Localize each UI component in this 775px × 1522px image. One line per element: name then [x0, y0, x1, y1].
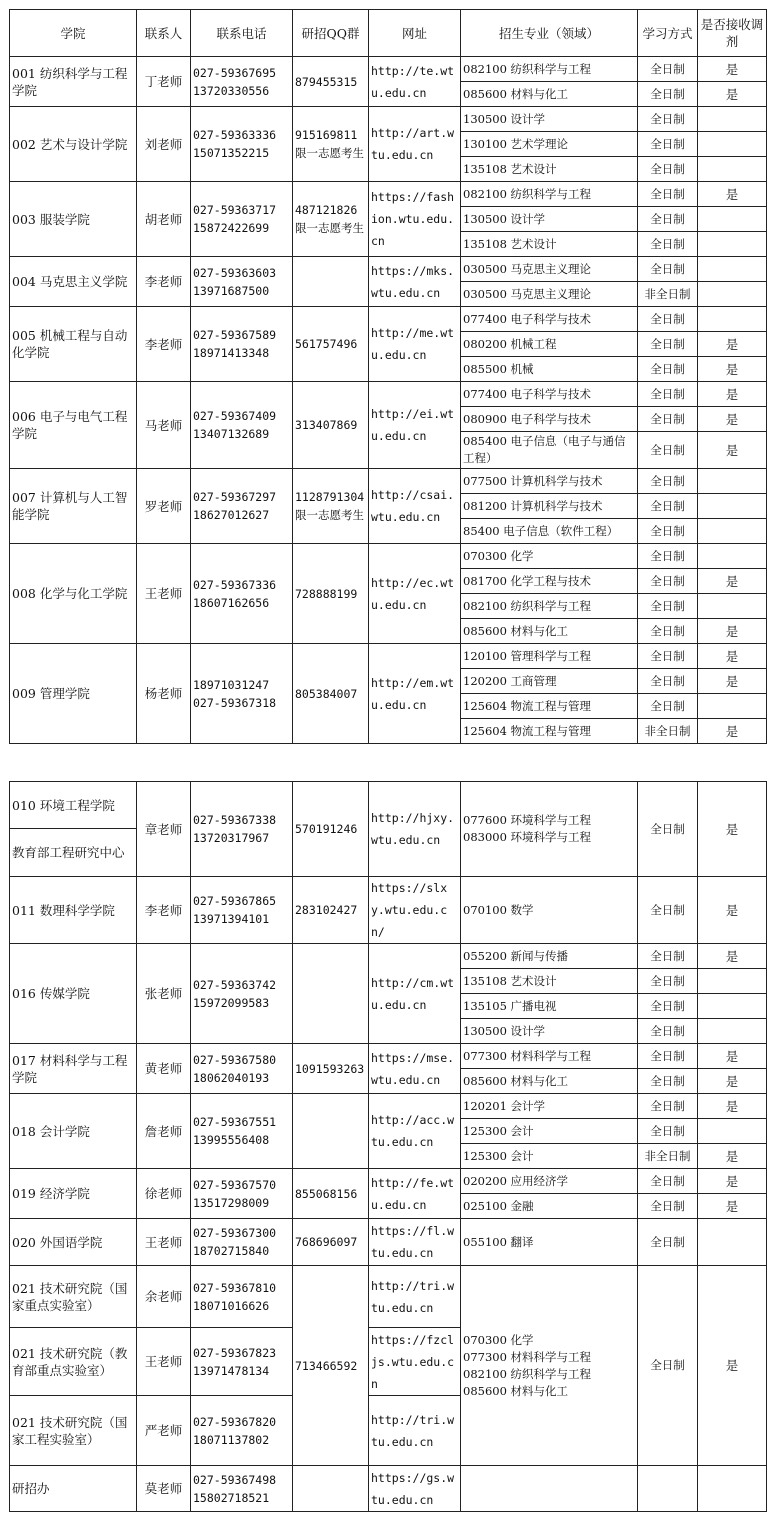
study-mode: 全日制 [638, 432, 698, 469]
study-mode: 全日制 [638, 644, 698, 669]
study-mode: 全日制 [638, 469, 698, 494]
major-name: 125604 物流工程与管理 [461, 719, 638, 744]
adjustment-accepted [698, 494, 767, 519]
qq-group: 1128791304 限一志愿考生 [293, 469, 369, 544]
major-name: 055100 翻译 [461, 1219, 638, 1266]
adjustment-accepted: 是 [698, 719, 767, 744]
adjustment-accepted: 是 [698, 569, 767, 594]
header-college: 学院 [10, 10, 137, 57]
study-mode: 全日制 [638, 407, 698, 432]
college-name: 003 服装学院 [10, 182, 137, 257]
study-mode: 全日制 [638, 877, 698, 944]
major-name: 080200 机械工程 [461, 332, 638, 357]
adjustment-accepted [698, 1466, 767, 1512]
study-mode: 全日制 [638, 107, 698, 132]
adjustment-accepted [698, 232, 767, 257]
adjustment-accepted [698, 307, 767, 332]
contact-phone: 027-59367297 18627012627 [191, 469, 293, 544]
contact-person: 徐老师 [137, 1169, 191, 1219]
contact-person: 李老师 [137, 877, 191, 944]
table-row [10, 307, 767, 332]
study-mode: 全日制 [638, 1094, 698, 1119]
adjustment-accepted: 是 [698, 1144, 767, 1169]
contact-person: 莫老师 [137, 1466, 191, 1512]
major-name: 85400 电子信息（软件工程） [461, 519, 638, 544]
contact-person: 王老师 [137, 1219, 191, 1266]
adjustment-accepted: 是 [698, 382, 767, 407]
study-mode: 全日制 [638, 157, 698, 182]
adjustment-accepted [698, 969, 767, 994]
adjustment-accepted [698, 282, 767, 307]
college-name: 010 环境工程学院 [10, 782, 137, 829]
adjustment-accepted: 是 [698, 619, 767, 644]
major-name: 080900 电子科学与技术 [461, 407, 638, 432]
qq-group [293, 944, 369, 1044]
adjustment-accepted: 是 [698, 1169, 767, 1194]
contact-table-part-1 [9, 9, 766, 744]
adjustment-accepted: 是 [698, 1044, 767, 1069]
major-name: 125300 会计 [461, 1119, 638, 1144]
study-mode: 全日制 [638, 207, 698, 232]
college-name: 020 外国语学院 [10, 1219, 137, 1266]
qq-group: 713466592 [293, 1266, 369, 1466]
study-mode: 全日制 [638, 1266, 698, 1466]
study-mode: 全日制 [638, 494, 698, 519]
contact-person: 王老师 [137, 1328, 191, 1396]
table-row [10, 469, 767, 494]
major-name: 030500 马克思主义理论 [461, 282, 638, 307]
study-mode: 全日制 [638, 57, 698, 82]
major-name: 135108 艺术设计 [461, 157, 638, 182]
contact-person: 严老师 [137, 1396, 191, 1466]
website-link[interactable]: http://csai.wtu.edu.cn [369, 469, 461, 544]
study-mode: 全日制 [638, 132, 698, 157]
major-name: 082100 纺织科学与工程 [461, 57, 638, 82]
contact-phone: 027-59367865 13971394101 [191, 877, 293, 944]
table-row [10, 1466, 767, 1512]
adjustment-accepted: 是 [698, 332, 767, 357]
table-row [10, 1094, 767, 1119]
major-name: 077500 计算机科学与技术 [461, 469, 638, 494]
contact-person: 马老师 [137, 382, 191, 469]
contact-person: 胡老师 [137, 182, 191, 257]
adjustment-accepted [698, 469, 767, 494]
website-link[interactable]: http://acc.wtu.edu.cn [369, 1094, 461, 1169]
qq-group: 487121826 限一志愿考生 [293, 182, 369, 257]
study-mode: 全日制 [638, 944, 698, 969]
major-name: 070300 化学 [461, 544, 638, 569]
adjustment-accepted [698, 257, 767, 282]
major-name: 130500 设计学 [461, 107, 638, 132]
contact-phone: 027-59363742 15972099583 [191, 944, 293, 1044]
adjustment-accepted: 是 [698, 1194, 767, 1219]
study-mode: 全日制 [638, 994, 698, 1019]
qq-group: 768696097 [293, 1219, 369, 1266]
major-name: 130100 艺术学理论 [461, 132, 638, 157]
adjustment-accepted: 是 [698, 432, 767, 469]
contact-phone: 027-59367589 18971413348 [191, 307, 293, 382]
website-link[interactable]: http://me.wtu.edu.cn [369, 307, 461, 382]
contact-person: 张老师 [137, 944, 191, 1044]
website-link[interactable]: https://gs.wtu.edu.cn [369, 1466, 461, 1512]
table-row [10, 1044, 767, 1069]
college-name: 021 技术研究院（国家工程实验室） [10, 1396, 137, 1466]
college-name: 009 管理学院 [10, 644, 137, 744]
adjustment-accepted: 是 [698, 944, 767, 969]
qq-group: 561757496 [293, 307, 369, 382]
qq-group: 915169811 限一志愿考生 [293, 107, 369, 182]
website-link[interactable]: http://em.wtu.edu.cn [369, 644, 461, 744]
contact-phone: 027-59363603 13971687500 [191, 257, 293, 307]
qq-group: 313407869 [293, 382, 369, 469]
major-name: 135105 广播电视 [461, 994, 638, 1019]
adjustment-accepted: 是 [698, 877, 767, 944]
table-row [10, 544, 767, 569]
header-contact: 联系人 [137, 10, 191, 57]
website-link[interactable]: http://hjxy.wtu.edu.cn [369, 782, 461, 877]
study-mode: 全日制 [638, 1044, 698, 1069]
table-row [10, 257, 767, 282]
study-mode: 全日制 [638, 619, 698, 644]
website-link[interactable]: https://fashion.wtu.edu.cn [369, 182, 461, 257]
website-link[interactable]: https://fl.wtu.edu.cn [369, 1219, 461, 1266]
major-name: 130500 设计学 [461, 1019, 638, 1044]
study-mode: 非全日制 [638, 282, 698, 307]
contact-phone: 027-59367336 18607162656 [191, 544, 293, 644]
contact-person: 丁老师 [137, 57, 191, 107]
major-name [461, 1466, 638, 1512]
contact-phone: 027-59363336 15071352215 [191, 107, 293, 182]
adjustment-accepted [698, 994, 767, 1019]
study-mode: 全日制 [638, 969, 698, 994]
college-name: 004 马克思主义学院 [10, 257, 137, 307]
qq-group [293, 1466, 369, 1512]
website-link[interactable]: http://ei.wtu.edu.cn [369, 382, 461, 469]
website-link[interactable]: http://art.wtu.edu.cn [369, 107, 461, 182]
website-link[interactable]: https://slxy.wtu.edu.cn/ [369, 877, 461, 944]
header-adjust: 是否接收调剂 [698, 10, 767, 57]
study-mode: 全日制 [638, 332, 698, 357]
adjustment-accepted: 是 [698, 782, 767, 877]
study-mode: 全日制 [638, 519, 698, 544]
adjustment-accepted [698, 107, 767, 132]
major-name: 082100 纺织科学与工程 [461, 594, 638, 619]
college-name: 006 电子与电气工程学院 [10, 382, 137, 469]
study-mode: 全日制 [638, 569, 698, 594]
website-link[interactable]: http://te.wtu.edu.cn [369, 57, 461, 107]
adjustment-accepted [698, 519, 767, 544]
major-name: 077600 环境科学与工程 083000 环境科学与工程 [461, 782, 638, 877]
contact-phone: 027-59367823 13971478134 [191, 1328, 293, 1396]
contact-person: 章老师 [137, 782, 191, 877]
major-name: 070300 化学 077300 材料科学与工程 082100 纺织科学与工程 085600 材料与化工 [461, 1266, 638, 1466]
qq-group [293, 1094, 369, 1169]
major-name: 081700 化学工程与技术 [461, 569, 638, 594]
study-mode: 全日制 [638, 357, 698, 382]
major-name: 030500 马克思主义理论 [461, 257, 638, 282]
study-mode: 全日制 [638, 594, 698, 619]
college-name: 018 会计学院 [10, 1094, 137, 1169]
major-name: 120201 会计学 [461, 1094, 638, 1119]
college-name: 021 技术研究院（教育部重点实验室） [10, 1328, 137, 1396]
adjustment-accepted: 是 [698, 669, 767, 694]
contact-phone: 027-59367820 18071137802 [191, 1396, 293, 1466]
table-row [10, 944, 767, 969]
college-name: 教育部工程研究中心 [10, 829, 137, 877]
contact-phone: 027-59367695 13720330556 [191, 57, 293, 107]
adjustment-accepted: 是 [698, 407, 767, 432]
website-link[interactable]: http://ec.wtu.edu.cn [369, 544, 461, 644]
contact-phone: 027-59367409 13407132689 [191, 382, 293, 469]
college-name: 021 技术研究院（国家重点实验室） [10, 1266, 137, 1328]
college-name: 005 机械工程与自动化学院 [10, 307, 137, 382]
qq-group: 570191246 [293, 782, 369, 877]
table-row [10, 382, 767, 407]
table-header-row [10, 10, 767, 57]
major-name: 085400 电子信息（电子与通信工程） [461, 432, 638, 469]
website-link[interactable]: http://tri.wtu.edu.cn [369, 1396, 461, 1466]
adjustment-accepted [698, 694, 767, 719]
contact-person: 余老师 [137, 1266, 191, 1328]
study-mode: 全日制 [638, 544, 698, 569]
contact-phone: 027-59367810 18071016626 [191, 1266, 293, 1328]
contact-phone: 027-59367498 15802718521 [191, 1466, 293, 1512]
study-mode: 全日制 [638, 1219, 698, 1266]
study-mode: 非全日制 [638, 719, 698, 744]
study-mode: 全日制 [638, 1069, 698, 1094]
header-url: 网址 [369, 10, 461, 57]
major-name: 085600 材料与化工 [461, 619, 638, 644]
major-name: 020200 应用经济学 [461, 1169, 638, 1194]
major-name: 081200 计算机科学与技术 [461, 494, 638, 519]
table-row [10, 107, 767, 132]
adjustment-accepted [698, 594, 767, 619]
website-link[interactable]: https://fzcljs.wtu.edu.cn [369, 1328, 461, 1396]
contact-person: 黄老师 [137, 1044, 191, 1094]
contact-person: 刘老师 [137, 107, 191, 182]
qq-group: 855068156 [293, 1169, 369, 1219]
study-mode: 全日制 [638, 82, 698, 107]
adjustment-accepted [698, 1119, 767, 1144]
website-link[interactable]: https://mks.wtu.edu.cn [369, 257, 461, 307]
adjustment-accepted: 是 [698, 182, 767, 207]
college-name: 002 艺术与设计学院 [10, 107, 137, 182]
college-name: 008 化学与化工学院 [10, 544, 137, 644]
table-row [10, 57, 767, 82]
major-name: 055200 新闻与传播 [461, 944, 638, 969]
qq-group: 728888199 [293, 544, 369, 644]
table-row [10, 782, 767, 829]
table-row [10, 1266, 767, 1328]
table-row [10, 877, 767, 944]
contact-phone: 027-59363717 15872422699 [191, 182, 293, 257]
major-name: 077300 材料科学与工程 [461, 1044, 638, 1069]
study-mode: 非全日制 [638, 1144, 698, 1169]
contact-table-part-2 [9, 781, 766, 1512]
study-mode: 全日制 [638, 182, 698, 207]
qq-group [293, 257, 369, 307]
header-mode: 学习方式 [638, 10, 698, 57]
website-link[interactable]: https://mse.wtu.edu.cn [369, 1044, 461, 1094]
adjustment-accepted [698, 544, 767, 569]
table-row [10, 182, 767, 207]
major-name: 120200 工商管理 [461, 669, 638, 694]
header-phone: 联系电话 [191, 10, 293, 57]
website-link[interactable]: http://cm.wtu.edu.cn [369, 944, 461, 1044]
adjustment-accepted: 是 [698, 1069, 767, 1094]
major-name: 082100 纺织科学与工程 [461, 182, 638, 207]
qq-group: 879455315 [293, 57, 369, 107]
college-name: 019 经济学院 [10, 1169, 137, 1219]
major-name: 025100 金融 [461, 1194, 638, 1219]
adjustment-accepted [698, 207, 767, 232]
table-row [10, 1219, 767, 1266]
study-mode: 全日制 [638, 1019, 698, 1044]
table-row [10, 1169, 767, 1194]
contact-person: 罗老师 [137, 469, 191, 544]
study-mode: 全日制 [638, 1119, 698, 1144]
major-name: 125604 物流工程与管理 [461, 694, 638, 719]
study-mode: 全日制 [638, 694, 698, 719]
adjustment-accepted: 是 [698, 357, 767, 382]
contact-person: 李老师 [137, 257, 191, 307]
adjustment-accepted [698, 157, 767, 182]
contact-phone: 027-59367570 13517298009 [191, 1169, 293, 1219]
major-name: 135108 艺术设计 [461, 969, 638, 994]
major-name: 125300 会计 [461, 1144, 638, 1169]
major-name: 070100 数学 [461, 877, 638, 944]
college-name: 016 传媒学院 [10, 944, 137, 1044]
college-name: 011 数理科学学院 [10, 877, 137, 944]
major-name: 135108 艺术设计 [461, 232, 638, 257]
major-name: 085500 机械 [461, 357, 638, 382]
website-link[interactable]: http://tri.wtu.edu.cn [369, 1266, 461, 1328]
study-mode: 全日制 [638, 1194, 698, 1219]
adjustment-accepted [698, 1219, 767, 1266]
qq-group: 805384007 [293, 644, 369, 744]
study-mode [638, 1466, 698, 1512]
college-name: 017 材料科学与工程学院 [10, 1044, 137, 1094]
contact-phone: 18971031247 027-59367318 [191, 644, 293, 744]
study-mode: 全日制 [638, 669, 698, 694]
major-name: 120100 管理科学与工程 [461, 644, 638, 669]
contact-person: 李老师 [137, 307, 191, 382]
qq-group: 1091593263 [293, 1044, 369, 1094]
contact-phone: 027-59367300 18702715840 [191, 1219, 293, 1266]
adjustment-accepted: 是 [698, 1266, 767, 1466]
adjustment-accepted: 是 [698, 1094, 767, 1119]
study-mode: 全日制 [638, 257, 698, 282]
contact-person: 詹老师 [137, 1094, 191, 1169]
header-qq: 研招QQ群 [293, 10, 369, 57]
major-name: 077400 电子科学与技术 [461, 382, 638, 407]
study-mode: 全日制 [638, 232, 698, 257]
adjustment-accepted: 是 [698, 57, 767, 82]
adjustment-accepted [698, 132, 767, 157]
study-mode: 全日制 [638, 1169, 698, 1194]
contact-phone: 027-59367551 13995556408 [191, 1094, 293, 1169]
study-mode: 全日制 [638, 382, 698, 407]
study-mode: 全日制 [638, 782, 698, 877]
contact-person: 王老师 [137, 544, 191, 644]
header-major: 招生专业（领域） [461, 10, 638, 57]
major-name: 085600 材料与化工 [461, 82, 638, 107]
website-link[interactable]: http://fe.wtu.edu.cn [369, 1169, 461, 1219]
table-row [10, 644, 767, 669]
contact-phone: 027-59367580 18062040193 [191, 1044, 293, 1094]
adjustment-accepted: 是 [698, 644, 767, 669]
major-name: 077400 电子科学与技术 [461, 307, 638, 332]
contact-phone: 027-59367338 13720317967 [191, 782, 293, 877]
college-name: 研招办 [10, 1466, 137, 1512]
contact-person: 杨老师 [137, 644, 191, 744]
major-name: 130500 设计学 [461, 207, 638, 232]
major-name: 085600 材料与化工 [461, 1069, 638, 1094]
study-mode: 全日制 [638, 307, 698, 332]
qq-group: 283102427 [293, 877, 369, 944]
college-name: 001 纺织科学与工程学院 [10, 57, 137, 107]
adjustment-accepted: 是 [698, 82, 767, 107]
adjustment-accepted [698, 1019, 767, 1044]
college-name: 007 计算机与人工智能学院 [10, 469, 137, 544]
